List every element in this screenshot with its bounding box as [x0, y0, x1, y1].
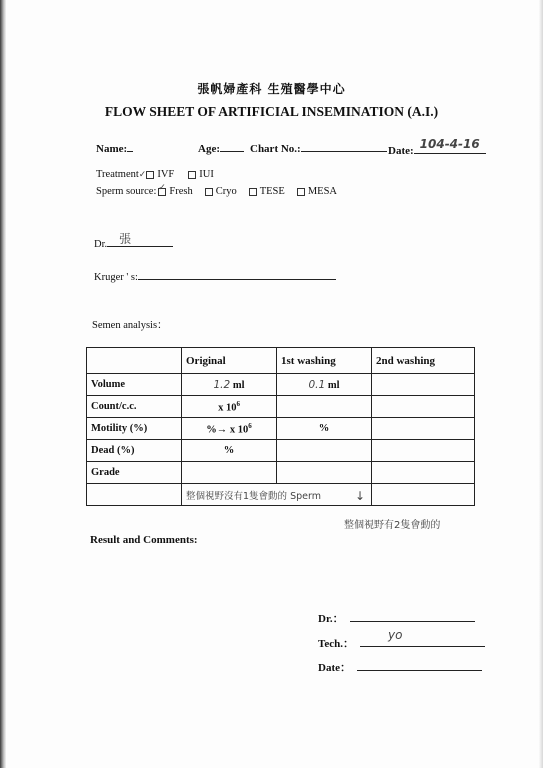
table-row: [87, 440, 475, 462]
chart-no-label: Chart No.:: [250, 139, 387, 155]
table-row: [87, 418, 475, 440]
row-label: Volume: [87, 374, 182, 396]
grade-1st-washing: [277, 462, 372, 484]
row-label: [87, 484, 182, 506]
row-label: Grade: [87, 462, 182, 484]
iui-checkbox: [188, 171, 196, 179]
date-value: 104-4-16: [419, 137, 480, 151]
table-row: [87, 396, 475, 418]
semen-analysis-label: Semen analysis：: [92, 320, 168, 331]
motility-original: %→ x $10^6$: [182, 418, 277, 440]
date-field: Date: 104-4-16: [388, 141, 486, 157]
table-header-cell: [87, 348, 182, 374]
semen-analysis-table: [86, 347, 475, 506]
dead-original: %: [182, 440, 277, 462]
sign-dr-row: Dr.：: [318, 609, 475, 626]
handwritten-note-washing: 整個視野有2隻會動的: [344, 520, 441, 531]
treatment-row: Treatment✓ IVF IUI: [96, 169, 214, 180]
row-label: Count/c.c.: [87, 396, 182, 418]
sperm-source-row: Sperm source: ✓ Fresh Cryo TESE MESA: [96, 182, 337, 197]
ivf-checkbox: [146, 171, 154, 179]
row-label: Dead (%): [87, 440, 182, 462]
row-label: Motility (%): [87, 418, 182, 440]
note-2nd-washing: [372, 484, 475, 506]
table-row: [87, 374, 475, 396]
motility-1st-washing: %: [277, 418, 372, 440]
result-comments-label: Result and Comments:: [90, 534, 198, 546]
table-header-row: [87, 348, 475, 374]
doctor-value: 張: [119, 232, 132, 246]
age-label: Age:: [198, 139, 244, 155]
grade-original: [182, 462, 277, 484]
volume-1st-washing: 0.1 ml: [277, 374, 372, 396]
table-header-cell: 1st washing: [277, 348, 372, 374]
handwritten-note-original: 整個視野沒有1隻會動的 Sperm: [182, 484, 372, 506]
table-header-cell: 2nd washing: [372, 348, 475, 374]
table-row: [87, 484, 475, 506]
volume-2nd-washing: [372, 374, 475, 396]
table-row: [87, 462, 475, 484]
count-2nd-washing: [372, 396, 475, 418]
sign-tech-row: Tech.： yo: [318, 634, 485, 651]
dead-1st-washing: [277, 440, 372, 462]
mesa-checkbox: [297, 188, 305, 196]
cryo-checkbox: [205, 188, 213, 196]
tese-checkbox: [249, 188, 257, 196]
doctor-row: Dr. 張: [94, 234, 173, 250]
grade-2nd-washing: [372, 462, 475, 484]
treatment-check-mark: ✓: [138, 170, 147, 180]
tech-value: yo: [387, 628, 403, 642]
fresh-checkbox: ✓: [158, 188, 166, 196]
motility-2nd-washing: [372, 418, 475, 440]
name-label: Name:: [96, 139, 133, 155]
dead-2nd-washing: [372, 440, 475, 462]
kruger-row: Kruger ' s:: [94, 267, 336, 283]
sign-date-row: Date：: [318, 658, 482, 675]
clinic-name: 張帆婦產科 生殖醫學中心: [197, 82, 346, 96]
volume-original: 1.2 ml: [182, 374, 277, 396]
form-title: FLOW SHEET OF ARTIFICIAL INSEMINATION (A.I.): [104, 104, 439, 119]
handwritten-arrow: ↓: [355, 489, 366, 503]
table-header-cell: Original: [182, 348, 277, 374]
count-original: x $10^6$: [182, 396, 277, 418]
count-1st-washing: [277, 396, 372, 418]
